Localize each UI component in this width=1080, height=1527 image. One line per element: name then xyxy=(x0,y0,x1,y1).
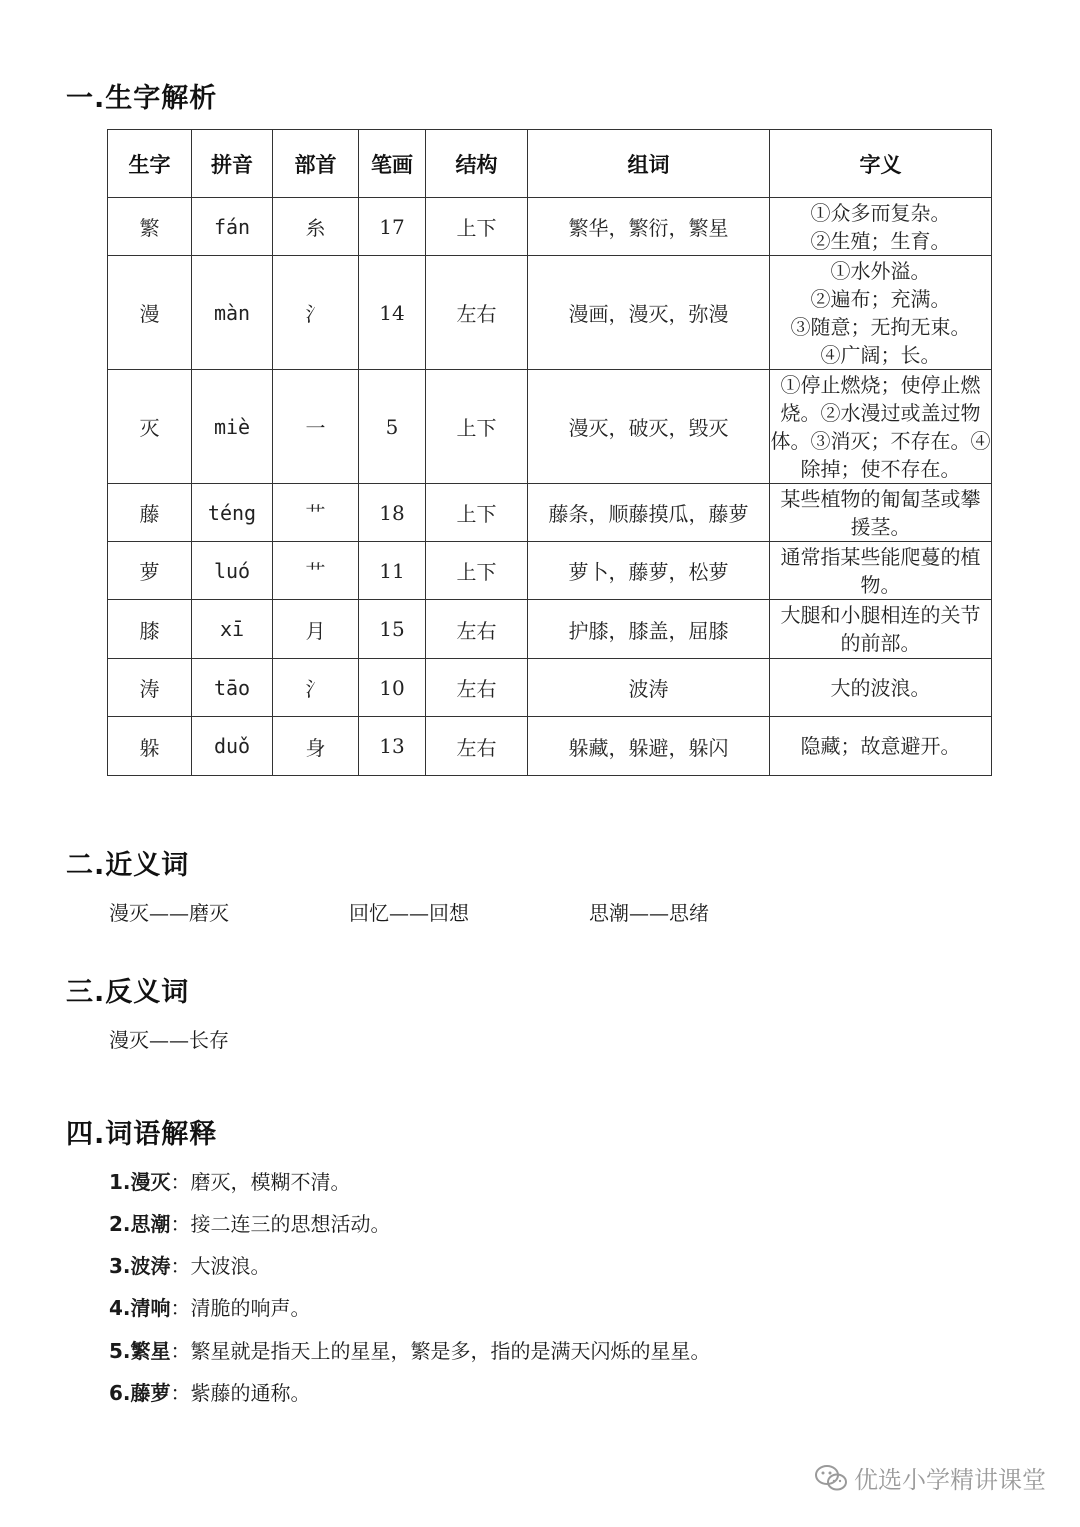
meaning-line: 大腿和小腿相连的关节 xyxy=(780,603,981,627)
cell-strokes: 18 xyxy=(359,484,426,542)
cell-words: 繁华，繁衍，繁星 xyxy=(528,198,770,256)
explanation-item xyxy=(109,1208,391,1237)
section-title-character-analysis: 一.生字解析 xyxy=(66,83,218,114)
cell-meaning xyxy=(770,484,992,542)
meaning-line: ②生殖；生育。 xyxy=(810,228,951,253)
explanation-number: 3. xyxy=(109,1254,131,1278)
cell-words: 躲藏，躲避，躲闪 xyxy=(528,717,770,776)
cell-radical: 氵 xyxy=(273,659,359,717)
explanation-item xyxy=(109,1166,351,1195)
explanation-separator: ： xyxy=(170,1254,191,1278)
cell-char: 藤 xyxy=(108,484,192,542)
table-row xyxy=(108,600,992,659)
header-structure: 结构 xyxy=(426,130,528,198)
cell-radical: 氵 xyxy=(273,256,359,370)
cell-structure: 左右 xyxy=(426,600,528,659)
explanation-term: 漫灭 xyxy=(130,1170,171,1194)
antonym-pair: 漫灭——长存 xyxy=(109,1028,229,1052)
header-radical: 部首 xyxy=(273,130,359,198)
cell-words: 藤条，顺藤摸瓜，藤萝 xyxy=(528,484,770,542)
explanation-item xyxy=(109,1377,311,1406)
cell-strokes: 13 xyxy=(359,717,426,776)
cell-char: 萝 xyxy=(108,542,192,600)
explanation-separator: ： xyxy=(170,1296,191,1320)
meaning-line: 除掉；使不存在。 xyxy=(800,456,961,481)
cell-words: 波涛 xyxy=(528,659,770,717)
cell-strokes: 5 xyxy=(359,370,426,484)
cell-strokes: 14 xyxy=(359,256,426,370)
cell-pinyin: fán xyxy=(192,198,273,256)
cell-structure: 上下 xyxy=(426,542,528,600)
cell-radical: 月 xyxy=(273,600,359,659)
table-row xyxy=(108,256,992,370)
explanation-term: 波涛 xyxy=(130,1254,171,1278)
cell-char: 灭 xyxy=(108,370,192,484)
table-row xyxy=(108,484,992,542)
cell-meaning xyxy=(770,659,992,717)
meaning-line: 的前部。 xyxy=(840,631,921,655)
explanation-number: 4. xyxy=(109,1296,131,1320)
explanation-term: 思潮 xyxy=(130,1212,171,1236)
cell-char: 膝 xyxy=(108,600,192,659)
explanation-text: 紫藤的通称。 xyxy=(190,1381,311,1405)
header-char: 生字 xyxy=(108,130,192,198)
explanation-text: 繁星就是指天上的星星，繁是多，指的是满天闪烁的星星。 xyxy=(190,1339,711,1363)
meaning-line: 烧。②水漫过或盖过物 xyxy=(780,400,981,425)
table-header-row xyxy=(108,130,992,198)
meaning-line: 隐藏；故意避开。 xyxy=(800,734,961,758)
cell-pinyin: luó xyxy=(192,542,273,600)
meaning-line: ②遍布；充满。 xyxy=(810,286,951,311)
explanation-item xyxy=(109,1335,711,1364)
cell-pinyin: duǒ xyxy=(192,717,273,776)
character-table xyxy=(107,129,992,776)
explanation-item xyxy=(109,1250,271,1279)
cell-words: 护膝，膝盖，屈膝 xyxy=(528,600,770,659)
cell-structure: 左右 xyxy=(426,659,528,717)
cell-words: 漫灭，破灭，毁灭 xyxy=(528,370,770,484)
explanation-term: 繁星 xyxy=(130,1339,171,1363)
explanation-separator: ： xyxy=(170,1381,191,1405)
meaning-line: ①水外溢。 xyxy=(830,258,931,283)
explanation-separator: ： xyxy=(170,1170,191,1194)
cell-char: 繁 xyxy=(108,198,192,256)
cell-pinyin: miè xyxy=(192,370,273,484)
table-row xyxy=(108,198,992,256)
explanation-separator: ： xyxy=(170,1339,191,1363)
cell-pinyin: xī xyxy=(192,600,273,659)
explanation-item xyxy=(109,1292,311,1321)
table-row xyxy=(108,659,992,717)
cell-structure: 上下 xyxy=(426,198,528,256)
synonym-pair: 回忆——回想 xyxy=(349,901,469,925)
cell-structure: 左右 xyxy=(426,256,528,370)
cell-pinyin: téng xyxy=(192,484,273,542)
explanation-number: 2. xyxy=(109,1212,131,1236)
synonym-pair: 漫灭——磨灭 xyxy=(109,901,229,925)
meaning-line: ④广阔；长。 xyxy=(820,342,941,367)
cell-pinyin: tāo xyxy=(192,659,273,717)
cell-pinyin: màn xyxy=(192,256,273,370)
cell-radical: 一 xyxy=(273,370,359,484)
section-title-word-explanations: 四.词语解释 xyxy=(66,1119,218,1150)
section-title-antonyms: 三.反义词 xyxy=(66,977,190,1008)
header-meaning: 字义 xyxy=(770,130,992,198)
cell-radical: 艹 xyxy=(273,484,359,542)
meaning-line: ③随意；无拘无束。 xyxy=(790,314,971,339)
cell-words: 漫画，漫灭，弥漫 xyxy=(528,256,770,370)
cell-strokes: 15 xyxy=(359,600,426,659)
cell-meaning xyxy=(770,198,992,256)
cell-structure: 上下 xyxy=(426,484,528,542)
meaning-line: 援茎。 xyxy=(850,514,911,539)
explanation-number: 1. xyxy=(109,1170,131,1194)
cell-strokes: 10 xyxy=(359,659,426,717)
explanation-separator: ： xyxy=(170,1212,191,1236)
meaning-line: ①停止燃烧；使停止燃 xyxy=(780,372,981,397)
cell-meaning xyxy=(770,600,992,659)
explanation-term: 清响 xyxy=(130,1296,171,1320)
table-row xyxy=(108,542,992,600)
meaning-line: 体。③消灭；不存在。④ xyxy=(770,428,991,453)
explanation-text: 接二连三的思想活动。 xyxy=(190,1212,391,1236)
cell-strokes: 11 xyxy=(359,542,426,600)
explanation-number: 6. xyxy=(109,1381,131,1405)
cell-radical: 糸 xyxy=(273,198,359,256)
explanation-number: 5. xyxy=(109,1339,131,1363)
explanation-text: 大波浪。 xyxy=(190,1254,271,1278)
meaning-line: 某些植物的匍匐茎或攀 xyxy=(780,486,981,511)
meaning-line: ①众多而复杂。 xyxy=(810,200,951,225)
explanation-term: 藤萝 xyxy=(130,1381,171,1405)
header-words: 组词 xyxy=(528,130,770,198)
header-pinyin: 拼音 xyxy=(192,130,273,198)
cell-meaning xyxy=(770,542,992,600)
meaning-line: 通常指某些能爬蔓的植 xyxy=(780,544,981,569)
cell-meaning xyxy=(770,370,992,484)
table-row xyxy=(108,717,992,776)
wechat-icon xyxy=(814,1463,848,1493)
cell-radical: 艹 xyxy=(273,542,359,600)
meaning-line: 物。 xyxy=(860,572,901,597)
cell-char: 涛 xyxy=(108,659,192,717)
section-title-synonyms: 二.近义词 xyxy=(66,850,190,881)
explanation-text: 磨灭，模糊不清。 xyxy=(190,1170,351,1194)
cell-char: 漫 xyxy=(108,256,192,370)
table-row xyxy=(108,370,992,484)
explanation-text: 清脆的响声。 xyxy=(190,1296,311,1320)
cell-words: 萝卜，藤萝，松萝 xyxy=(528,542,770,600)
cell-meaning xyxy=(770,256,992,370)
watermark-text: 优选小学精讲课堂 xyxy=(854,1466,1046,1494)
cell-radical: 身 xyxy=(273,717,359,776)
cell-structure: 上下 xyxy=(426,370,528,484)
header-strokes: 笔画 xyxy=(359,130,426,198)
cell-char: 躲 xyxy=(108,717,192,776)
watermark xyxy=(814,1460,1046,1495)
cell-meaning xyxy=(770,717,992,776)
cell-structure: 左右 xyxy=(426,717,528,776)
meaning-line: 大的波浪。 xyxy=(830,675,931,700)
cell-strokes: 17 xyxy=(359,198,426,256)
synonym-pair: 思潮——思绪 xyxy=(589,901,709,925)
